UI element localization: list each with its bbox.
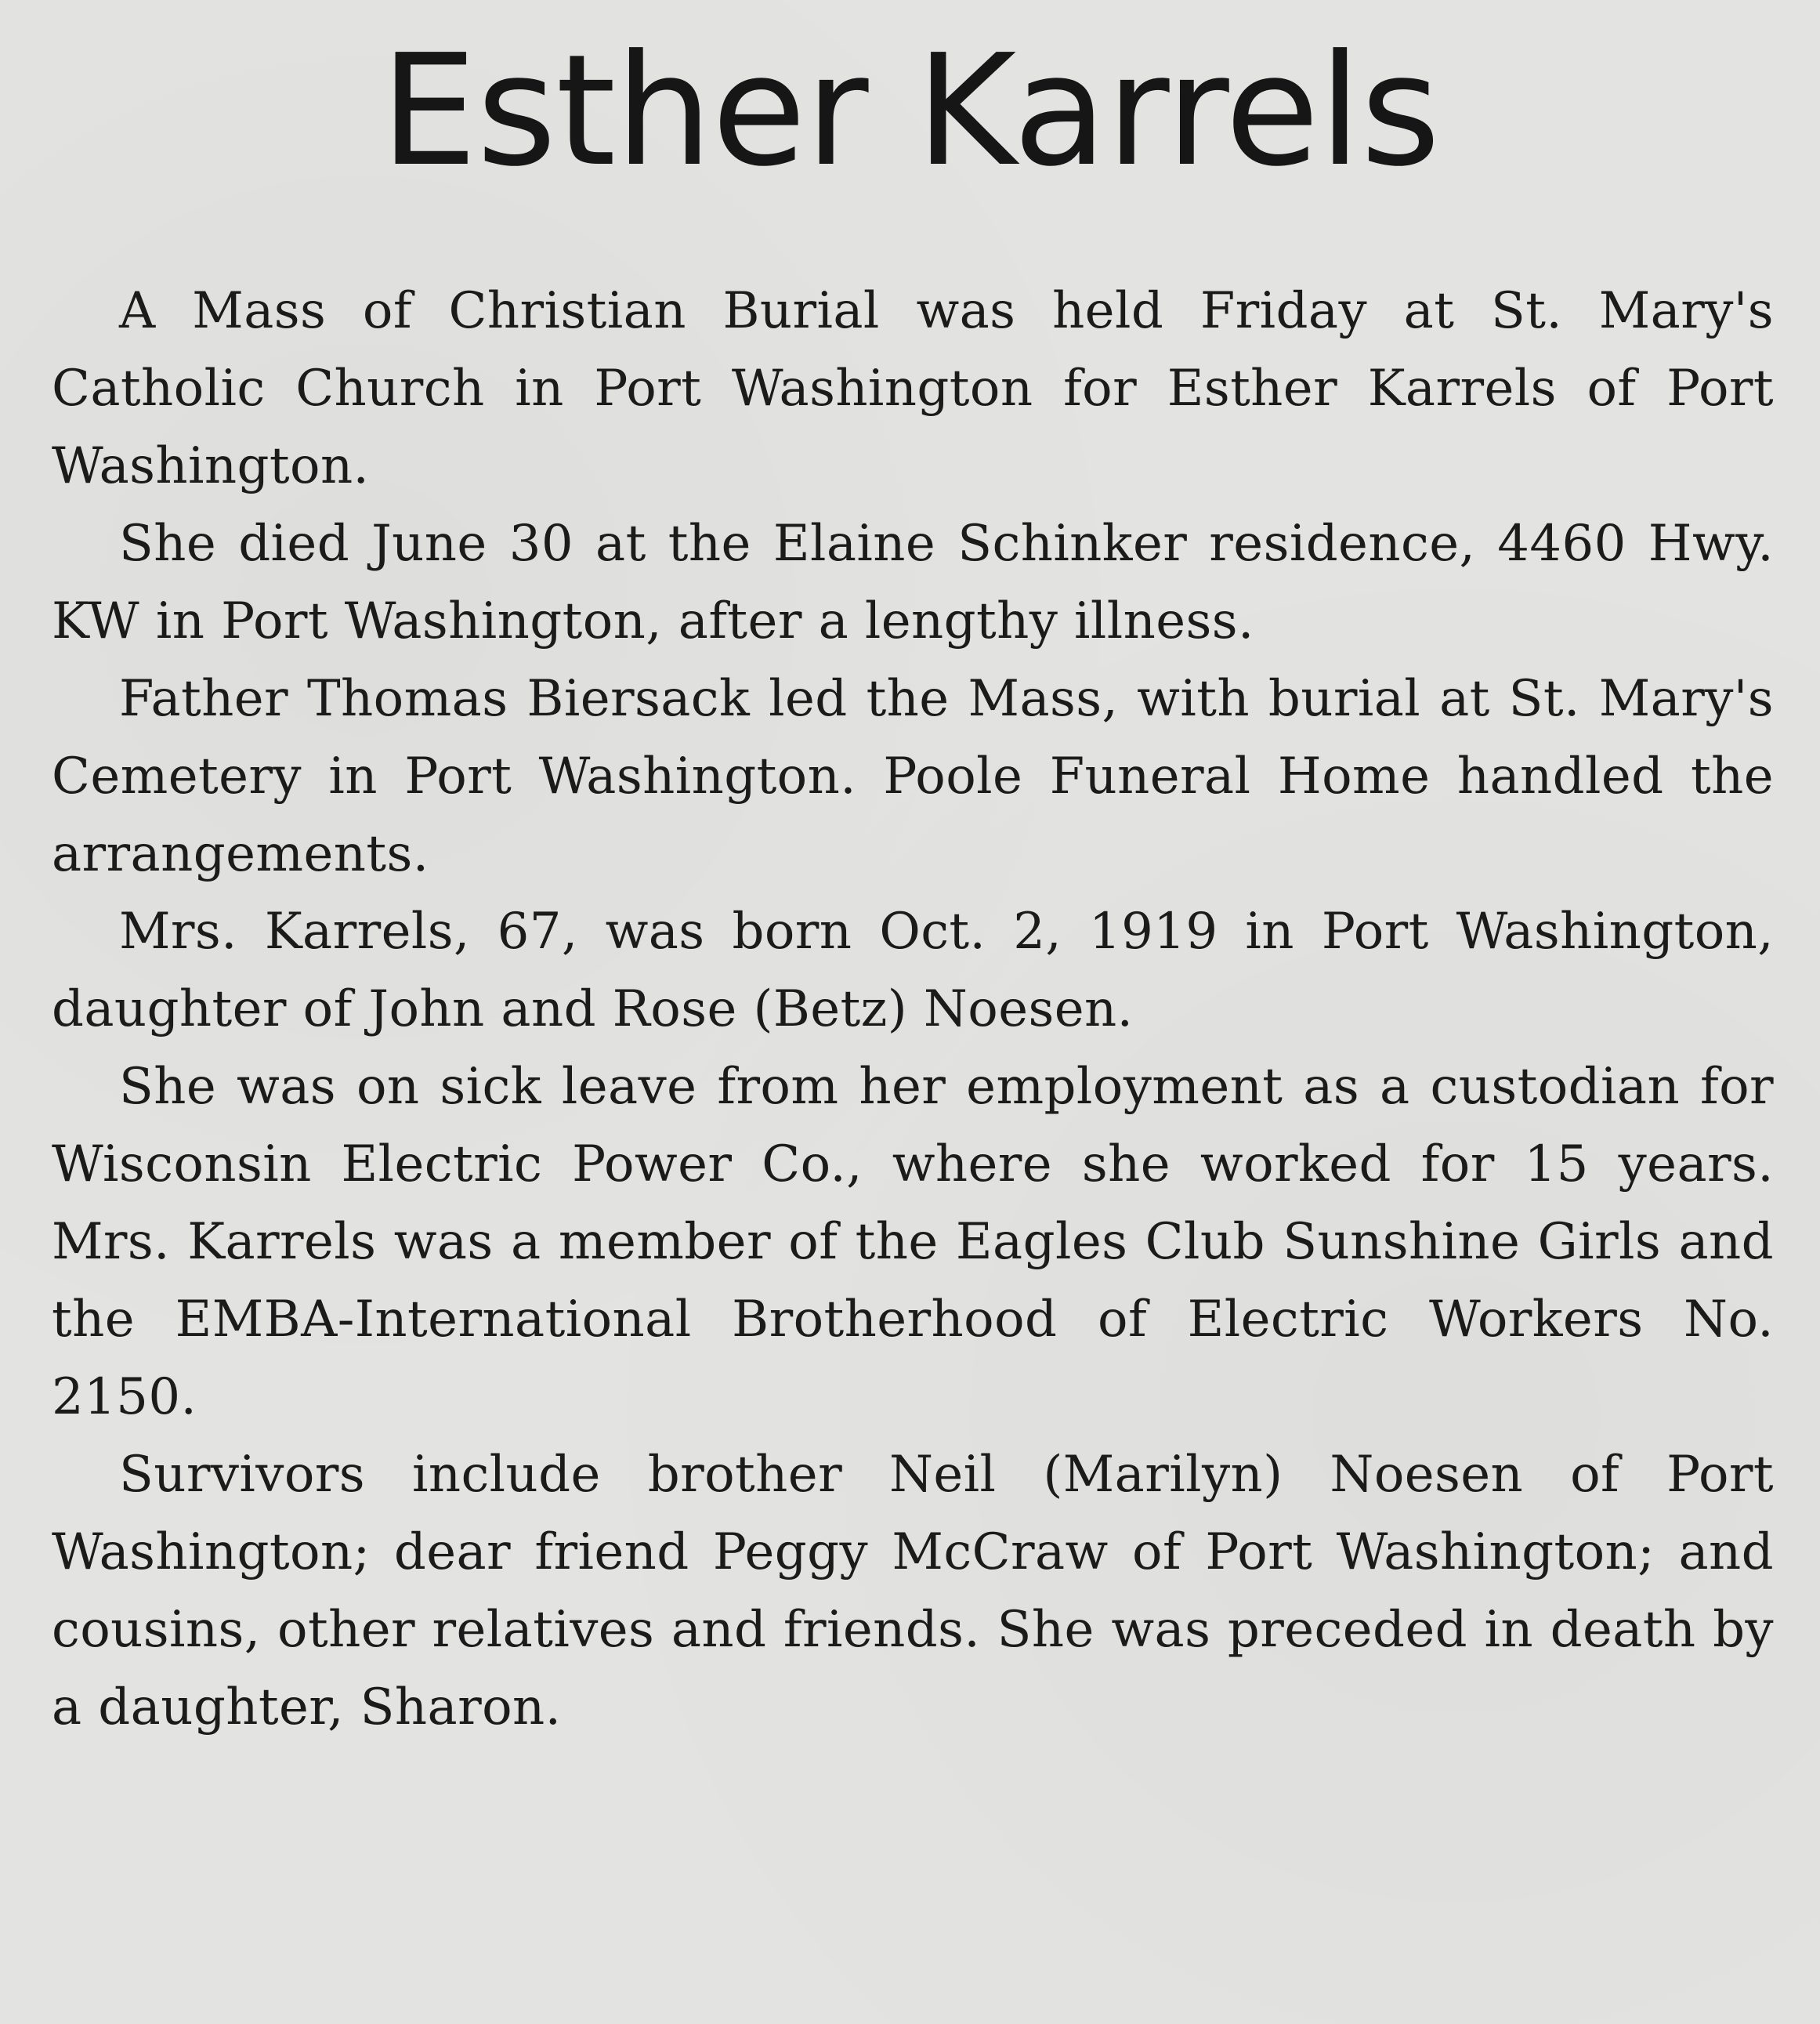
obituary-headline: Esther Karrels bbox=[380, 22, 1440, 201]
paragraph-employment: She was on sick leave from her employment as a custodian for Wisconsin Electric Power Co., where she worked for 15 years. Mrs. Karrels was a member of the Eagles Club Sunshine Girls and the EMBA-International Brotherhood of Electric Workers No. 2150. bbox=[52, 1058, 1774, 1426]
obituary-body bbox=[52, 273, 1774, 1747]
paragraph-mass: A Mass of Christian Burial was held Friday at St. Mary's Catholic Church in Port Washington for Esther Karrels of Port Washington. bbox=[52, 282, 1774, 495]
paragraph-birth: Mrs. Karrels, 67, was born Oct. 2, 1919 in Port Washington, daughter of John and Rose (Betz) Noesen. bbox=[52, 903, 1774, 1038]
paragraph-survivors: Survivors include brother Neil (Marilyn) Noesen of Port Washington; dear friend Peggy McCraw of Port Washington; and cousins, other relatives and friends. She was preceded in death by a daughter, Sharon. bbox=[52, 1446, 1774, 1736]
paragraph-death: She died June 30 at the Elaine Schinker residence, 4460 Hwy. KW in Port Washington, after a lengthy illness. bbox=[52, 515, 1774, 650]
paragraph-burial: Father Thomas Biersack led the Mass, with burial at St. Mary's Cemetery in Port Washington. Poole Funeral Home handled the arrangements. bbox=[52, 670, 1774, 883]
